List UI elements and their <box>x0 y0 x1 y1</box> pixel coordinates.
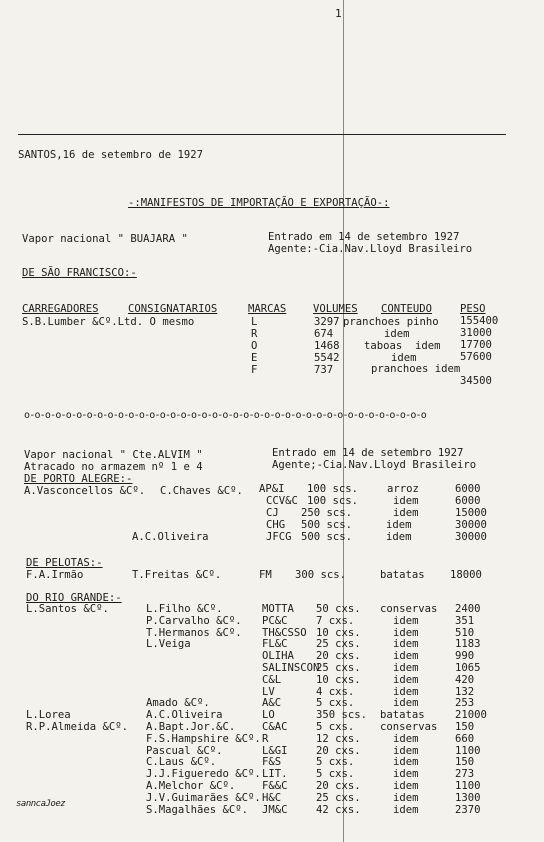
pa-content: idem <box>386 531 412 543</box>
rg-content: conservas <box>380 603 438 615</box>
rg-weight: 420 <box>455 673 475 686</box>
rg-mark: C&AC <box>262 721 288 733</box>
rg-mark: FL&C <box>262 638 288 651</box>
rg-mark: A&C <box>262 697 282 710</box>
rg-mark: MOTTA <box>262 603 294 615</box>
rg-weight: 1100 <box>455 780 481 792</box>
pa-volume: 500 scs. <box>301 519 353 531</box>
separator-line: o-o-o-o-o-o-o-o-o-o-o-o-o-o-o-o-o-o-o-o-o-o-o-o-o-o-o-o-o-o-o-o-o-o-o-o-o-o-o <box>24 410 426 421</box>
pa-mark: CCV&C <box>266 495 298 507</box>
rg-consignee: Pascual &Cº. <box>146 744 223 757</box>
pa-mark: CJ <box>266 507 279 519</box>
pa-mark: AP&I <box>259 483 285 495</box>
rg-mark: JM&C <box>262 803 288 816</box>
vessel1-agent: Agente:-Cia.Nav.Lloyd Brasileiro <box>268 243 473 255</box>
col-marks: MARCAS <box>248 303 287 315</box>
rg-weight: 253 <box>455 697 475 710</box>
sf-mark: F <box>251 364 258 376</box>
rg-weight: 150 <box>455 721 475 733</box>
sf-content: idem <box>384 328 410 340</box>
rg-content: idem <box>393 673 419 686</box>
rg-vol: 350 scs. <box>316 709 368 722</box>
rg-consignee: A.C.Oliveira <box>146 709 223 722</box>
col-volumes: VOLUMES <box>313 303 358 315</box>
vessel2-agent: Agente;-Cia.Nav.Lloyd Brasileiro <box>272 459 477 471</box>
pa-weight: 30000 <box>455 531 487 543</box>
rg-content: idem <box>393 732 419 745</box>
rg-vol: 10 cxs. <box>316 673 361 686</box>
sf-weight: 17700 <box>460 339 492 351</box>
rg-vol: 50 cxs. <box>316 603 361 615</box>
rg-consignee: J.V.Guimarães &Cº. <box>146 791 261 804</box>
col-consignees: CONSIGNATARIOS <box>128 303 218 315</box>
pa-shipper: A.Vasconcellos &Cº. <box>24 485 146 497</box>
sf-content: idem <box>391 352 417 364</box>
rg-consignee: P.Carvalho &Cº. <box>146 614 242 627</box>
rg-weight: 510 <box>455 626 475 639</box>
rg-vol: 20 cxs. <box>316 780 361 792</box>
pa-volume: 100 scs. <box>307 495 359 507</box>
rg-weight: 1065 <box>455 662 481 674</box>
sf-content: pranchoes pinho <box>343 316 439 328</box>
rg-mark: R <box>262 732 269 745</box>
sf-mark: L <box>251 316 258 328</box>
pel-content: batatas <box>380 569 425 581</box>
rg-consignee: S.Magalhães &Cº. <box>146 803 249 816</box>
rg-consignee: Amado &Cº. <box>146 697 210 710</box>
origin-porto-alegre: DE PORTO ALEGRE:- <box>24 473 133 485</box>
pa-weight: 15000 <box>455 507 487 519</box>
rg-content: idem <box>393 638 419 651</box>
rg-mark: F&S <box>262 756 282 769</box>
rg-vol: 5 cxs. <box>316 768 355 781</box>
rg-shipper: R.P.Almeida &Cº. <box>26 721 129 733</box>
rg-weight: 1100 <box>455 744 481 757</box>
place-date: SANTOS,16 de setembro de 1927 <box>18 149 203 161</box>
rg-content: idem <box>393 662 419 674</box>
sf-weight: 34500 <box>460 375 492 387</box>
rg-vol: 25 cxs. <box>316 791 361 804</box>
rg-content: idem <box>393 768 419 781</box>
vessel2-entry: Entrado em 14 de setembro 1927 <box>272 447 464 459</box>
rg-content: idem <box>393 791 419 804</box>
origin-sao-francisco: DE SÃO FRANCISCO:- <box>22 267 137 279</box>
rg-mark: PC&C <box>262 614 288 627</box>
pel-volume: 300 scs. <box>295 569 347 581</box>
rg-weight: 150 <box>455 756 475 769</box>
footer-handwritten-mark: sanncaJoez <box>16 799 66 809</box>
col-weight: PESO <box>460 303 486 315</box>
pa-volume: 500 scs. <box>301 531 353 543</box>
col-shippers: CARREGADORES <box>22 303 99 315</box>
sf-mark: E <box>251 352 258 364</box>
pa-weight: 6000 <box>455 483 481 495</box>
pa-content: arroz <box>387 483 419 495</box>
sf-weight: 155400 <box>460 315 499 327</box>
pa-mark: CHG <box>266 519 286 531</box>
pel-consignee: T.Freitas &Cº. <box>132 569 222 581</box>
rg-content: batatas <box>380 709 425 722</box>
rg-weight: 273 <box>455 768 475 781</box>
rg-consignee: A.Melchor &Cº. <box>146 780 236 792</box>
rg-content: idem <box>393 697 419 710</box>
rg-consignee: T.Hermanos &Cº. <box>146 626 242 639</box>
rg-weight: 1183 <box>455 638 481 651</box>
rg-vol: 7 cxs. <box>316 614 355 627</box>
rg-content: idem <box>393 626 419 639</box>
pa-content: idem <box>386 519 412 531</box>
pel-shipper: F.A.Irmão <box>26 569 84 581</box>
vessel2-ship: Vapor nacional " Cte.ALVIM " <box>24 449 203 461</box>
sf-volume: 1468 <box>314 340 340 352</box>
pa-volume: 250 scs. <box>301 507 353 519</box>
rg-content: conservas <box>380 721 438 733</box>
origin-rio-grande: DO RIO GRANDE:- <box>26 592 122 604</box>
pa-consignee: C.Chaves &Cº. <box>160 485 243 497</box>
sf-shipper: S.B.Lumber &Cº.Ltd. O mesmo <box>22 316 195 328</box>
sf-mark: O <box>251 340 258 352</box>
rg-content: idem <box>393 744 419 757</box>
sf-content: pranchoes idem <box>371 363 461 375</box>
top-rule <box>18 134 506 135</box>
rg-mark: LIT. <box>262 768 288 781</box>
rg-content: idem <box>393 650 419 663</box>
sf-mark: R <box>251 328 258 340</box>
rg-weight: 2400 <box>455 603 481 615</box>
top-page-mark: 1 <box>335 7 342 20</box>
rg-content: idem <box>393 803 419 816</box>
rg-weight: 351 <box>455 614 475 627</box>
sf-weight: 57600 <box>460 351 492 363</box>
rg-vol: 10 cxs. <box>316 626 361 639</box>
rg-mark: LV <box>262 685 275 698</box>
pa-mark: JFCG <box>266 531 292 543</box>
origin-pelotas: DE PELOTAS:- <box>26 557 103 569</box>
sf-volume: 5542 <box>314 352 340 364</box>
pa-volume: 100 scs. <box>307 483 359 495</box>
rg-shipper: L.Santos &Cº. <box>26 603 109 615</box>
sf-volume: 3297 <box>314 316 340 328</box>
pa-weight: 6000 <box>455 495 481 507</box>
rg-consignee: A.Bapt.Jor.&C. <box>146 721 236 733</box>
rg-consignee: C.Laus &Cº. <box>146 756 217 769</box>
rg-mark: SALINSCON <box>262 662 320 674</box>
rg-vol: 20 cxs. <box>316 650 361 663</box>
rg-content: idem <box>393 756 419 769</box>
rg-content: idem <box>393 685 419 698</box>
rg-content: idem <box>393 614 419 627</box>
rg-content: idem <box>393 780 419 792</box>
document-title: -:MANIFESTOS DE IMPORTAÇÃO E EXPORTAÇÃO-: <box>128 197 390 209</box>
rg-vol: 20 cxs. <box>316 744 361 757</box>
rg-vol: 5 cxs. <box>316 721 355 733</box>
rg-vol: 25 cxs. <box>316 662 361 674</box>
rg-vol: 12 cxs. <box>316 732 361 745</box>
rg-mark: LO <box>262 709 275 722</box>
pa-content: idem <box>393 507 419 519</box>
sf-volume: 674 <box>314 328 334 340</box>
pa-content: idem <box>393 495 419 507</box>
rg-mark: H&C <box>262 791 282 804</box>
rg-weight: 21000 <box>455 709 487 722</box>
rg-consignee: L.Veiga <box>146 638 191 651</box>
rg-mark: L&GI <box>262 744 288 757</box>
rg-weight: 132 <box>455 685 475 698</box>
pa-consignee: A.C.Oliveira <box>132 531 209 543</box>
vessel1-ship: Vapor nacional " BUAJARA " <box>22 233 188 245</box>
vessel1-entry: Entrado em 14 de setembro 1927 <box>268 231 460 243</box>
rg-weight: 990 <box>455 650 475 663</box>
sf-weight: 31000 <box>460 327 492 339</box>
rg-weight: 660 <box>455 732 475 745</box>
rg-vol: 42 cxs. <box>316 803 361 816</box>
rg-consignee: J.J.Figueredo &Cº. <box>146 768 261 781</box>
rg-mark: F&&C <box>262 780 288 792</box>
vessel2-stored: Atracado no armazem nº 1 e 4 <box>24 461 203 473</box>
rg-mark: C&L <box>262 673 282 686</box>
rg-vol: 5 cxs. <box>316 697 355 710</box>
pel-mark: FM <box>259 569 272 581</box>
sf-volume: 737 <box>314 364 334 376</box>
rg-weight: 2370 <box>455 803 481 816</box>
rg-mark: OLIHA <box>262 650 294 663</box>
pa-weight: 30000 <box>455 519 487 531</box>
rg-vol: 4 cxs. <box>316 685 355 698</box>
rg-vol: 5 cxs. <box>316 756 355 769</box>
pel-weight: 18000 <box>450 569 482 581</box>
rg-consignee: F.S.Hampshire &Cº. <box>146 732 261 745</box>
rg-consignee: L.Filho &Cº. <box>146 603 223 615</box>
col-content: CONTEUDO <box>381 303 433 315</box>
rg-mark: TH&CSSO <box>262 626 307 639</box>
rg-weight: 1300 <box>455 791 481 804</box>
sf-content: taboas idem <box>364 340 441 352</box>
rg-shipper: L.Lorea <box>26 709 71 722</box>
rg-vol: 25 cxs. <box>316 638 361 651</box>
